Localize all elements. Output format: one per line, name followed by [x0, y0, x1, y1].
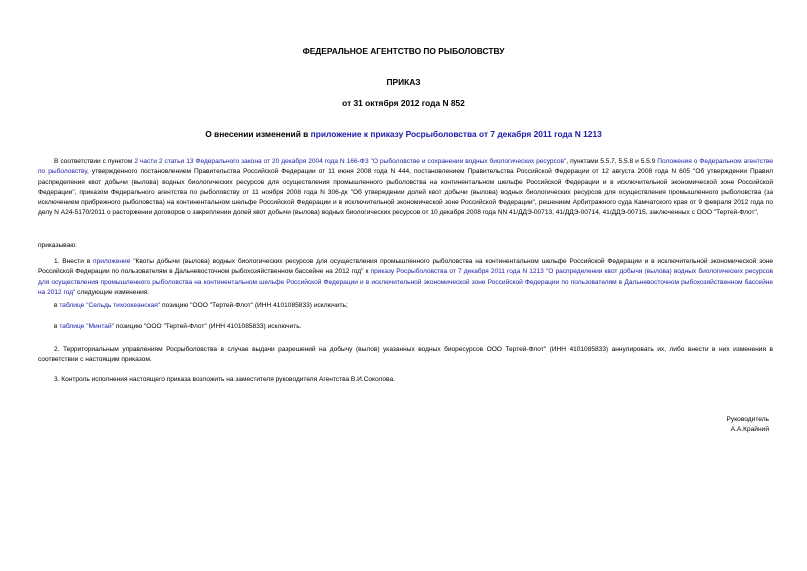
sub-item-herring: [54, 302, 348, 309]
sub-item-pollock-text: позицию "ООО "Тертей-Флот" (ИНН 4101085833) исключить.: [113, 323, 302, 330]
doc-date-heading: от 31 октября 2012 года N 852: [342, 98, 465, 108]
regulation-link[interactable]: Положения о Федеральном агентстве по рыболовству: [38, 158, 774, 176]
preamble-text-1: В соответствии с пунктом: [54, 158, 135, 165]
herring-table-link[interactable]: таблице "Сельдь тихоокеанская": [59, 302, 161, 309]
signature-name: А.А.Крайний: [730, 426, 769, 433]
title-link[interactable]: приложение к приказу Росрыболовства от 7 декабря 2011 года N 1213: [310, 129, 602, 139]
appendix-link[interactable]: приложение: [93, 258, 131, 265]
document-title: [0, 129, 807, 139]
item-1-text-1: 1. Внести в: [54, 258, 94, 265]
preamble-paragraph: [38, 157, 773, 219]
sub-item-pollock: [54, 323, 302, 330]
sub-item-herring-text: позицию "ООО "Тертей-Флот" (ИНН 4101085833) исключить;: [160, 302, 348, 309]
pollock-table-link[interactable]: таблице "Минтай": [59, 323, 114, 330]
order-word: приказываю:: [38, 242, 77, 249]
signature-position: Руководитель: [726, 416, 769, 423]
preamble-text-3: , утвержденного постановлением Правительства Российской Федерации от 11 июня 2008 года N 444, постановлением Правительства Российской Федерации от 12 августа 2008 года N 605 "Об утверждении Правил распределения квот добычи (вылова) водных биологических ресурсов для осуществления промышленного рыболовства на континентальном шельфе Российской Федерации и в исключительной экономической зоне Российской Федерации", приказом Федерального агентства по рыболовству от 11 ноября 2008 года N 306-дк "Об утверждении долей квот добычи (вылова) водных биологических ресурсов для осуществления промышленного рыболовства (за исключением прибрежного рыболовства) на континентальном шельфе Российской Федерации и в исключительной экономической зоне Российской Федерации", решением Арбитражного суда Камчатского края от 9 февраля 2012 года по делу N А24-5170/2011 о расторжении договоров о закреплении долей квот добычи (вылова) водных биологических ресурсов от 10 декабря 2008 года NN 41/ДДЭ-00713, 41/ДДЭ-00714, 41/ДДЭ-00715, заключенных с ООО "Тертей-Флот",: [38, 168, 773, 217]
item-1-paragraph: [38, 257, 773, 298]
law-link[interactable]: 2 части 2 статьи 13 Федерального закона от 20 декабря 2004 года N 166-ФЗ "О рыболовстве и сохранении водных биологических ресурсов": [134, 158, 567, 165]
agency-heading: ФЕДЕРАЛЬНОЕ АГЕНТСТВО ПО РЫБОЛОВСТВУ: [302, 46, 505, 56]
item-1-text-3: следующие изменения:: [75, 288, 150, 296]
doc-type-heading: ПРИКАЗ: [386, 77, 421, 87]
sub-item-pollock-prefix: в: [54, 323, 60, 330]
sub-item-herring-prefix: в: [54, 302, 60, 309]
preamble-text-2: , пунктами 5.5.7, 5.5.8 и 5.5.9: [566, 158, 658, 165]
item-2-paragraph: 2. Территориальным управлениям Росрыболовства в случае выдачи разрешений на добычу (вылов) указанных водных биоресурсов ООО Тертей-Флот" (ИНН 4101085833) аннулировать их, либо внести в них изменения в соответствии с настоящим приказом.: [38, 346, 773, 364]
order-1213-link[interactable]: приказу Росрыболовства от 7 декабря 2011 года N 1213 "О распределении квот добычи (вылова) водных биологических ресурсов для осуществления промышленного рыболовства на континентальном шельфе Российской Федерации и в исключительной экономической зоне Российской Федерации по пользователям в Дальневосточном рыбохозяйственном бассейне на 2012 год": [38, 268, 773, 296]
item-3-paragraph: 3. Контроль исполнения настоящего приказа возложить на заместителя руководителя Агентства В.И.Соколова.: [54, 376, 395, 383]
item-1-text-2: "Квоты добычи (вылова) водных биологических ресурсов для осуществления промышленного рыболовства на континентальном шельфе Российской Федерации и в исключительной экономической зоне Российской Федерации по пользователям в Дальневосточном рыбохозяйственном бассейне на 2012 год" к: [38, 258, 773, 276]
title-prefix: О внесении изменений в: [205, 129, 311, 139]
